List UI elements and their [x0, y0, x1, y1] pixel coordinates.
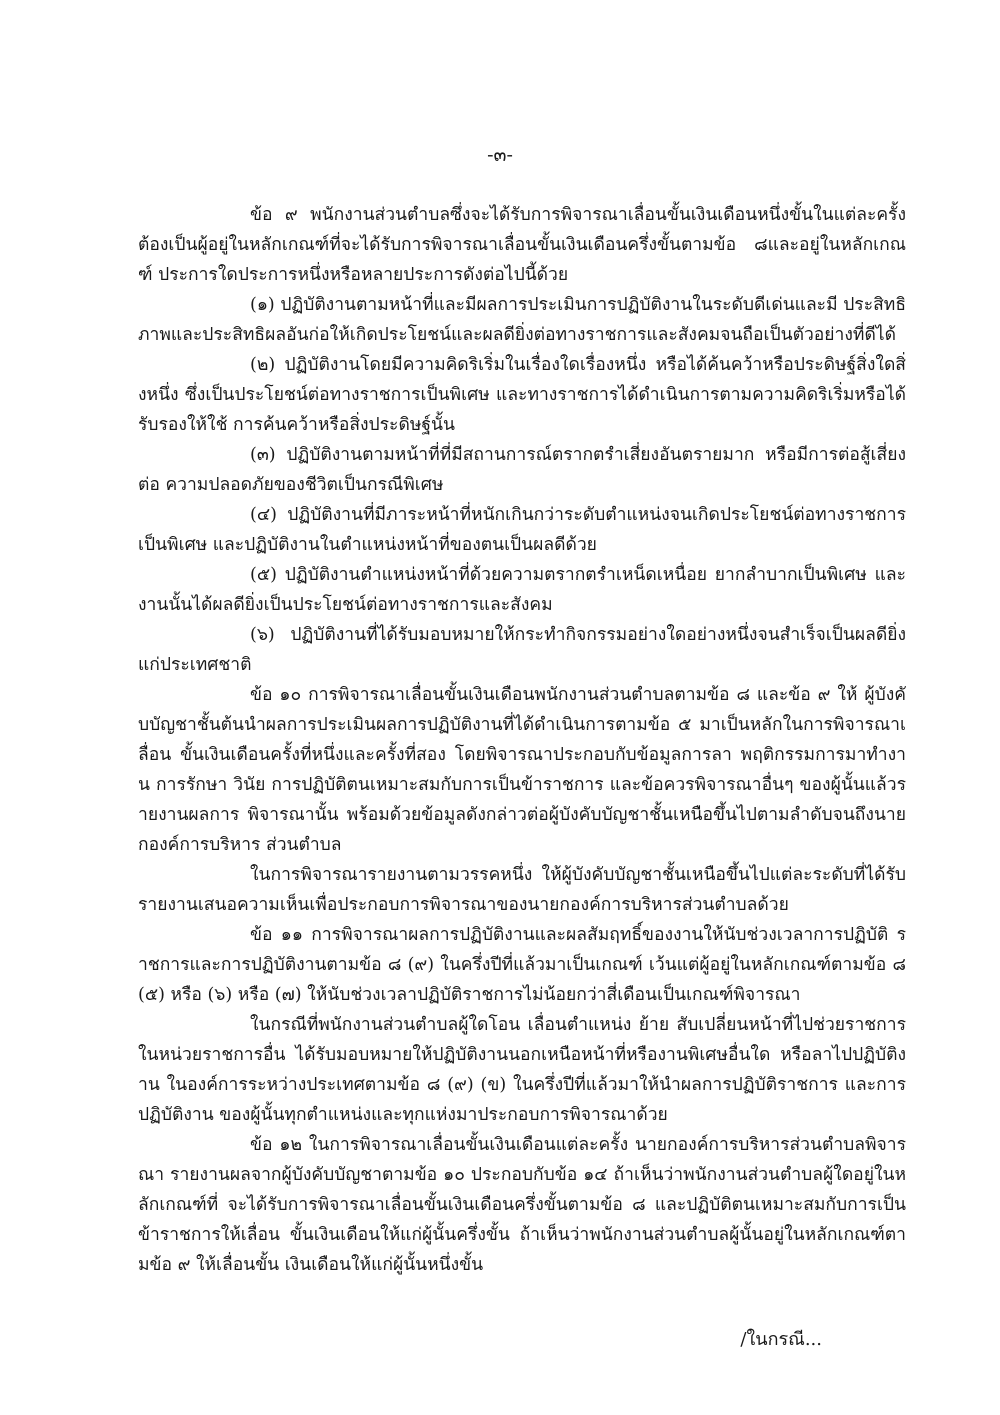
paragraph-item-1: (๑) ปฏิบัติงานตามหน้าที่และมีผลการประเมินการปฏิบัติงานในระดับดีเด่นและมี ประสิทธิภาพและประสิทธิผลอันก่อให้เกิดประโยชน์และผลดียิ่งต่อทางราชการและสังคมจนถือเป็นตัวอย่างที่ดีได้	[138, 295, 906, 345]
paragraph-article-12: ข้อ ๑๒ ในการพิจารณาเลื่อนขั้นเงินเดือนแต่ละครั้ง นายกองค์การบริหารส่วนตำบลพิจารณา รายงานผลจากผู้บังคับบัญชาตามข้อ ๑๐ ประกอบกับข้อ ๑๔ ถ้าเห็นว่าพนักงานส่วนตำบลผู้ใดอยู่ในหลักเกณฑ์ที่ จะได้รับการพิจารณาเลื่อนขั้นเงินเดือนครึ่งขั้นตามข้อ ๘ และปฏิบัติตนเหมาะสมกับการเป็นข้าราชการให้เลื่อน ขั้นเงินเดือนให้แก่ผู้นั้นครึ่งขั้น ถ้าเห็นว่าพนักงานส่วนตำบลผู้นั้นอยู่ในหลักเกณฑ์ตามข้อ ๙ ให้เลื่อนขั้น เงินเดือนให้แก่ผู้นั้นหนึ่งขั้น	[138, 1135, 906, 1275]
paragraph-item-4: (๔) ปฏิบัติงานที่มีภาระหน้าที่หนักเกินกว่าระดับตำแหน่งจนเกิดประโยชน์ต่อทางราชการ เป็นพิเศษ และปฏิบัติงานในตำแหน่งหน้าที่ของตนเป็นผลดีด้วย	[138, 505, 906, 555]
continuation-note: /ในกรณี...	[740, 1329, 822, 1350]
page-number: -๓-	[487, 144, 513, 166]
paragraph-article-10: ข้อ ๑๐ การพิจารณาเลื่อนขั้นเงินเดือนพนักงานส่วนตำบลตามข้อ ๘ และข้อ ๙ ให้ ผู้บังคับบัญชาชั้นต้นนำผลการประเมินผลการปฏิบัติงานที่ได้ดำเนินการตามข้อ ๕ มาเป็นหลักในการพิจารณาเลื่อน ขั้นเงินเดือนครั้งที่หนึ่งและครั้งที่สอง โดยพิจารณาประกอบกับข้อมูลการลา พฤติกรรมการมาทำงาน การรักษา วินัย การปฏิบัติตนเหมาะสมกับการเป็นข้าราชการ และข้อควรพิจารณาอื่นๆ ของผู้นั้นแล้วรายงานผลการ พิจารณานั้น พร้อมด้วยข้อมูลดังกล่าวต่อผู้บังคับบัญชาชั้นเหนือขึ้นไปตามลำดับจนถึงนายกองค์การบริหาร ส่วนตำบล	[138, 685, 906, 855]
paragraph-article-11: ข้อ ๑๑ การพิจารณาผลการปฏิบัติงานและผลสัมฤทธิ์ของงานให้นับช่วงเวลาการปฏิบัติ ราชการและการปฏิบัติงานตามข้อ ๘ (๙) ในครึ่งปีที่แล้วมาเป็นเกณฑ์ เว้นแต่ผู้อยู่ในหลักเกณฑ์ตามข้อ ๘ (๕) หรือ (๖) หรือ (๗) ให้นับช่วงเวลาปฏิบัติราชการไม่น้อยกว่าสี่เดือนเป็นเกณฑ์พิจารณา	[138, 925, 906, 1005]
paragraph-item-2: (๒) ปฏิบัติงานโดยมีความคิดริเริ่มในเรื่องใดเรื่องหนึ่ง หรือได้ค้นคว้าหรือประดิษฐ์สิ่งใดสิ่งหนึ่ง ซึ่งเป็นประโยชน์ต่อทางราชการเป็นพิเศษ และทางราชการได้ดำเนินการตามความคิดริเริ่มหรือได้รับรองให้ใช้ การค้นคว้าหรือสิ่งประดิษฐ์นั้น	[138, 355, 906, 435]
paragraph-item-5: (๕) ปฏิบัติงานตำแหน่งหน้าที่ด้วยความตรากตรำเหน็ดเหนื่อย ยากลำบากเป็นพิเศษ และ งานนั้นได้ผลดียิ่งเป็นประโยชน์ต่อทางราชการและสังคม	[138, 565, 906, 615]
paragraph-article-9: ข้อ ๙ พนักงานส่วนตำบลซึ่งจะได้รับการพิจารณาเลื่อนขั้นเงินเดือนหนึ่งขั้นในแต่ละครั้ง ต้องเป็นผู้อยู่ในหลักเกณฑ์ที่จะได้รับการพิจารณาเลื่อนขั้นเงินเดือนครึ่งขั้นตามข้อ ๘และอยู่ในหลักเกณฑ์ ประการใดประการหนึ่งหรือหลายประการดังต่อไปนี้ด้วย	[138, 205, 906, 285]
paragraph-item-6: (๖) ปฏิบัติงานที่ได้รับมอบหมายให้กระทำกิจกรรมอย่างใดอย่างหนึ่งจนสำเร็จเป็นผลดียิ่ง แก่ประเทศชาติ	[138, 625, 906, 675]
document-body	[138, 200, 906, 1280]
paragraph-item-3: (๓) ปฏิบัติงานตามหน้าที่ที่มีสถานการณ์ตรากตรำเสี่ยงอันตรายมาก หรือมีการต่อสู้เสี่ยงต่อ ความปลอดภัยของชีวิตเป็นกรณีพิเศษ	[138, 445, 906, 495]
paragraph-article-11-clause-2: ในกรณีที่พนักงานส่วนตำบลผู้ใดโอน เลื่อนตำแหน่ง ย้าย สับเปลี่ยนหน้าที่ไปช่วยราชการ ในหน่วยราชการอื่น ได้รับมอบหมายให้ปฏิบัติงานนอกเหนือหน้าที่หรืองานพิเศษอื่นใด หรือลาไปปฏิบัติงาน ในองค์การระหว่างประเทศตามข้อ ๘ (๙) (ข) ในครึ่งปีที่แล้วมาให้นำผลการปฏิบัติราชการ และการปฏิบัติงาน ของผู้นั้นทุกตำแหน่งและทุกแห่งมาประกอบการพิจารณาด้วย	[138, 1015, 906, 1125]
paragraph-article-10-clause-2: ในการพิจารณารายงานตามวรรคหนึ่ง ให้ผู้บังคับบัญชาชั้นเหนือขึ้นไปแต่ละระดับที่ได้รับ รายงานเสนอความเห็นเพื่อประกอบการพิจารณาของนายกองค์การบริหารส่วนตำบลด้วย	[138, 865, 906, 915]
